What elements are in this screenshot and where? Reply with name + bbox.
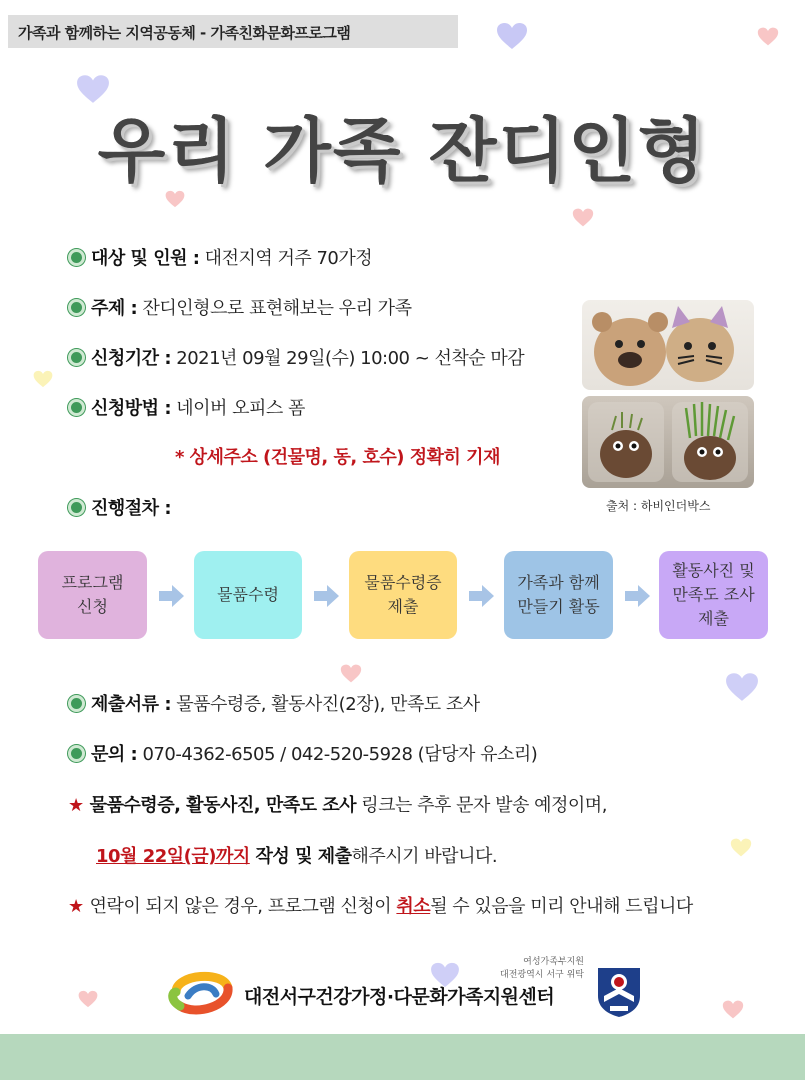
info-row-documents: 제출서류 : 물품수령증, 활동사진(2장), 만족도 조사	[68, 690, 480, 716]
info-row-contact: 문의 : 070-4362-6505 / 042-520-5928 (담당자 유소리)	[68, 740, 537, 766]
program-tag-bar	[8, 15, 458, 48]
heart-icon	[78, 990, 98, 1008]
heart-icon	[722, 1000, 744, 1019]
footer-band	[0, 1034, 805, 1080]
grass-doll-photo	[582, 396, 754, 488]
photo-credit: 출처 : 하비인더박스	[606, 499, 711, 513]
poster-title: 우리 가족 잔디인형	[0, 95, 805, 196]
info-row-method: 신청방법 : 네이버 오피스 폼	[68, 394, 305, 420]
center-logo-icon	[166, 966, 234, 1018]
program-tag-text: 가족과 함께하는 지역공동체 - 가족친화문화프로그램	[18, 24, 351, 42]
step-apply: 프로그램 신청	[38, 551, 147, 639]
star-icon: ★	[68, 896, 84, 917]
ministry-support-text: 여성가족부지원 대전광역시 서구 위탁	[500, 957, 584, 980]
heart-icon	[725, 672, 759, 702]
bullet-icon	[68, 349, 85, 366]
arrow-right-icon	[467, 584, 495, 612]
bullet-icon	[68, 249, 85, 266]
heart-icon	[757, 27, 779, 46]
address-warning: * 상세주소 (건물명, 동, 호수) 정확히 기재	[175, 447, 500, 468]
step-receive: 물품수령	[194, 551, 302, 639]
note-link-notice: ★ 물품수령증, 활동사진, 만족도 조사 링크는 추후 문자 발송 예정이며,	[68, 795, 607, 816]
doll-photo-faces	[582, 300, 754, 390]
info-row-procedure: 진행절차 :	[68, 494, 171, 520]
heart-icon	[730, 838, 752, 857]
step-family-activity: 가족과 함께 만들기 활동	[504, 551, 613, 639]
bullet-icon	[68, 299, 85, 316]
step-receipt-submit: 물품수령증 제출	[349, 551, 457, 639]
seogu-seal-icon	[596, 966, 642, 1018]
bullet-icon	[68, 499, 85, 516]
heart-icon	[572, 208, 594, 227]
note-deadline: 10월 22일(금)까지 작성 및 제출해주시기 바랍니다.	[96, 846, 498, 867]
bullet-icon	[68, 399, 85, 416]
arrow-right-icon	[623, 584, 651, 612]
heart-icon	[496, 22, 528, 50]
note-cancel-warning: ★ 연락이 되지 않은 경우, 프로그램 신청이 취소될 수 있음을 미리 안내해 드립니다	[68, 896, 693, 917]
heart-icon	[340, 664, 362, 683]
info-row-theme: 주제 : 잔디인형으로 표현해보는 우리 가족	[68, 294, 411, 320]
info-row-period: 신청기간 : 2021년 09월 29일(수) 10:00 ~ 선착순 마감	[68, 344, 524, 370]
center-name: 대전서구건강가정·다문화가족지원센터	[244, 986, 555, 1008]
arrow-right-icon	[312, 584, 340, 612]
heart-icon	[33, 370, 53, 388]
star-icon: ★	[68, 795, 84, 816]
bullet-icon	[68, 695, 85, 712]
step-photo-survey: 활동사진 및 만족도 조사 제출	[659, 551, 768, 639]
bullet-icon	[68, 745, 85, 762]
arrow-right-icon	[157, 584, 185, 612]
info-row-target: 대상 및 인원 : 대전지역 거주 70가정	[68, 244, 372, 270]
